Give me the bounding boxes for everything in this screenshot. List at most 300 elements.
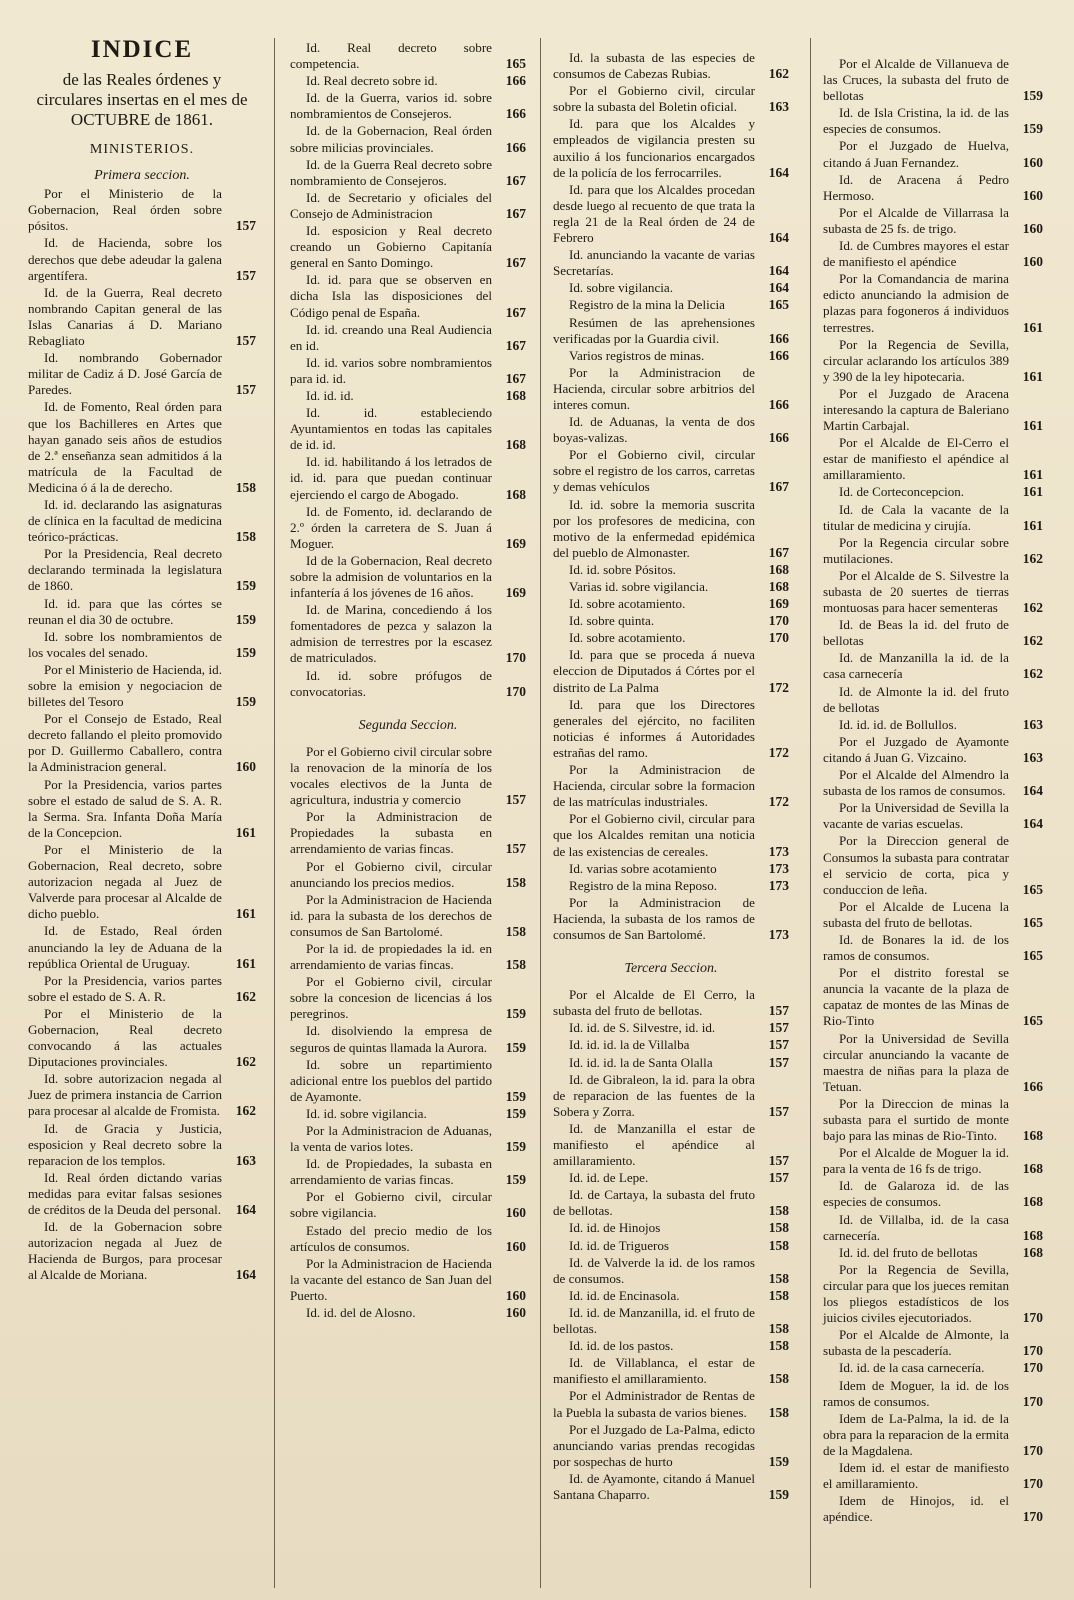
page-number: 158 bbox=[768, 1404, 789, 1420]
index-entry bbox=[28, 923, 256, 971]
entry-text: Id. id. habilitando á los letrados de id. id. para que puedan continuar ejerciendo el cargo de Abogado. bbox=[290, 454, 492, 502]
index-entry bbox=[290, 941, 526, 973]
page-number: 162 bbox=[235, 988, 256, 1004]
entry-text: Por la Administracion de Hacienda, la subasta de los ramos de consumos de San Bartolomé. bbox=[553, 894, 755, 942]
entry-text: Id. de Almonte la id. del fruto de bellotas bbox=[823, 683, 1009, 715]
entry-text: Id. para que se proceda á nueva eleccion de Diputados á Córtes por el distrito de La Palma bbox=[553, 647, 755, 695]
entry-text: Id. Real decreto sobre competencia. bbox=[290, 40, 492, 72]
index-entry bbox=[823, 684, 1043, 716]
index-entry bbox=[553, 562, 789, 578]
entry-text: Id. sobre acotamiento. bbox=[569, 630, 686, 646]
page-number: 157 bbox=[235, 267, 256, 283]
entry-text: Id. id. sobre vigilancia. bbox=[306, 1105, 427, 1121]
page-number: 170 bbox=[1022, 1509, 1043, 1525]
column-1 bbox=[28, 36, 256, 1592]
index-entry bbox=[290, 1123, 526, 1155]
index-entry bbox=[290, 1256, 526, 1304]
index-entry bbox=[823, 502, 1043, 534]
entry-text: Id. de Corteconcepcion. bbox=[839, 484, 965, 500]
index-entry bbox=[823, 56, 1043, 104]
page-number: 166 bbox=[768, 347, 789, 363]
page-number: 167 bbox=[505, 337, 526, 353]
page-number: 165 bbox=[1022, 948, 1043, 964]
index-entry bbox=[823, 435, 1043, 483]
entry-text: Por el Alcalde de Lucena la subasta del fruto de bellotas. bbox=[823, 898, 1009, 930]
index-entry bbox=[823, 899, 1043, 931]
index-entry bbox=[290, 223, 526, 271]
index-entry bbox=[28, 842, 256, 922]
page-number: 165 bbox=[768, 297, 789, 313]
entry-text: Id. de Gibraleon, la id. para la obra de reparacion de las fuentes de la Sobera y Zorra. bbox=[553, 1071, 755, 1119]
entry-text: Id. id. de Trigueros bbox=[569, 1237, 670, 1253]
section-title: Tercera Seccion. bbox=[624, 961, 718, 977]
entry-text: Por el Alcalde de Villanueva de las Cruces, la subasta del fruto de bellotas bbox=[823, 56, 1009, 104]
entry-text: Por el Consejo de Estado, Real decreto fallando el pleito promovido por D. Guillermo Caballero, contra la Administracion general. bbox=[28, 711, 222, 775]
page-number: 161 bbox=[235, 824, 256, 840]
entry-text: Por la Administracion de Aduanas, la venta de varios lotes. bbox=[290, 1123, 492, 1155]
entry-list bbox=[823, 56, 1043, 1525]
page-number: 158 bbox=[505, 957, 526, 973]
page-number: 162 bbox=[1022, 550, 1043, 566]
entry-text: Id. sobre vigilancia. bbox=[569, 280, 673, 296]
entry-text: Id. id. sobre Pósitos. bbox=[569, 561, 676, 577]
entry-text: Id. de Estado, Real órden anunciando la ley de Aduana de la república Oriental de Uruguay. bbox=[28, 923, 222, 971]
page-number: 166 bbox=[505, 106, 526, 122]
page-number: 163 bbox=[768, 99, 789, 115]
page-number: 173 bbox=[768, 843, 789, 859]
index-entry bbox=[823, 800, 1043, 832]
page-title: INDICE bbox=[90, 36, 194, 63]
index-entry bbox=[553, 1037, 789, 1053]
index-entry bbox=[823, 965, 1043, 1029]
index-entry bbox=[28, 1219, 256, 1283]
index-entry bbox=[553, 613, 789, 629]
page-number: 157 bbox=[505, 792, 526, 808]
page-number: 164 bbox=[1022, 783, 1043, 799]
page-number: 173 bbox=[768, 926, 789, 942]
index-entry bbox=[290, 272, 526, 320]
page-number: 164 bbox=[768, 230, 789, 246]
index-entry bbox=[553, 297, 789, 313]
entry-text: Id. anunciando la vacante de varias Secretarías. bbox=[553, 247, 755, 279]
page-number: 157 bbox=[768, 1020, 789, 1036]
page-number: 164 bbox=[768, 263, 789, 279]
index-entry bbox=[823, 568, 1043, 616]
index-entry bbox=[290, 355, 526, 387]
entry-text: Por la Universidad de Sevilla circular anunciando la vacante de maestra de niñas para la plaza de Tetuan. bbox=[823, 1030, 1009, 1094]
page-number: 168 bbox=[768, 579, 789, 594]
entry-text: Por el Juzgado de La-Palma, edicto anunciando varias prendas recogidas por sospechas de hurto bbox=[553, 1421, 755, 1469]
index-entry bbox=[28, 1071, 256, 1119]
entry-text: Por la Presidencia, varios partes sobre el estado de S. A. R. bbox=[28, 972, 222, 1004]
page-number: 170 bbox=[768, 630, 789, 646]
page-number: 168 bbox=[1022, 1161, 1043, 1177]
index-entry bbox=[553, 1072, 789, 1120]
entry-text: Id. id. de S. Silvestre, id. id. bbox=[569, 1020, 716, 1036]
entry-text: Id. de Secretario y oficiales del Consejo de Administracion bbox=[290, 189, 492, 221]
index-entry bbox=[553, 762, 789, 810]
section-heading-ministerios: MINISTERIOS. bbox=[89, 142, 195, 157]
index-entry bbox=[823, 1262, 1043, 1326]
entry-text: Por la Comandancia de marina edicto anunciando la admision de plazas para fogoneros á individuos terrestres. bbox=[823, 271, 1009, 335]
index-entry bbox=[823, 1378, 1043, 1410]
page-number: 167 bbox=[768, 479, 789, 495]
index-entry bbox=[553, 315, 789, 347]
page-number: 157 bbox=[768, 1037, 789, 1053]
entry-text: Id. de Aracena á Pedro Hermoso. bbox=[823, 171, 1009, 203]
entry-text: Id. sobre los nombramientos de los vocales del senado. bbox=[28, 628, 222, 660]
index-entry bbox=[28, 777, 256, 841]
entry-text: Idem de Hinojos, id. el apéndice. bbox=[823, 1493, 1009, 1525]
index-entry bbox=[553, 811, 789, 859]
index-entry bbox=[553, 861, 789, 877]
page-number: 158 bbox=[235, 479, 256, 495]
page-number: 163 bbox=[1022, 749, 1043, 765]
page-number: 160 bbox=[1022, 254, 1043, 270]
index-entry bbox=[553, 1288, 789, 1304]
page-number: 157 bbox=[768, 1003, 789, 1019]
entry-text: Por el Ministerio de la Gobernacion, Real órden sobre pósitos. bbox=[28, 186, 222, 234]
page-number: 170 bbox=[1022, 1393, 1043, 1409]
page-number: 166 bbox=[505, 73, 526, 89]
index-entry bbox=[28, 350, 256, 398]
page-number: 160 bbox=[505, 1305, 526, 1321]
index-entry bbox=[553, 1471, 789, 1503]
page-number: 165 bbox=[1022, 1013, 1043, 1029]
entry-text: Idem de Moguer, la id. de los ramos de consumos. bbox=[823, 1377, 1009, 1409]
index-entry bbox=[290, 1156, 526, 1188]
page-number: 164 bbox=[768, 164, 789, 180]
index-entry bbox=[290, 405, 526, 453]
entry-text: Por el Gobierno civil, circular sobre vigilancia. bbox=[290, 1189, 492, 1221]
page-number: 159 bbox=[505, 1139, 526, 1155]
index-entry bbox=[823, 734, 1043, 766]
entry-text: Id. para que los Directores generales del ejército, no faciliten noticias é informes á Autoridades estrañas del ramo. bbox=[553, 696, 755, 760]
page-number: 166 bbox=[505, 139, 526, 155]
page-number: 159 bbox=[505, 1006, 526, 1022]
index-entry bbox=[553, 182, 789, 246]
entry-text: Id. de Valverde la id. de los ramos de consumos. bbox=[553, 1254, 755, 1286]
entry-text: Id. id. creando una Real Audiencia en id. bbox=[290, 321, 492, 353]
index-entry bbox=[290, 809, 526, 857]
index-entry bbox=[553, 1020, 789, 1036]
index-entry bbox=[553, 365, 789, 413]
entry-text: Id. de Hacienda, sobre los derechos que debe adeudar la galena argentífera. bbox=[28, 235, 222, 283]
entry-text: Id. de Cartaya, la subasta del fruto de bellotas. bbox=[553, 1187, 755, 1219]
entry-text: Id. de Propiedades, la subasta en arrendamiento de varias fincas. bbox=[290, 1156, 492, 1188]
page-number: 159 bbox=[1022, 88, 1043, 104]
entry-text: Id. de Gracia y Justicia, esposicion y Real decreto sobre la reparacion de los templos. bbox=[28, 1120, 222, 1168]
index-entry bbox=[553, 414, 789, 446]
index-entry bbox=[823, 717, 1043, 733]
entry-text: Estado del precio medio de los artículos de consumos. bbox=[290, 1222, 492, 1254]
column-rule bbox=[274, 38, 275, 1588]
index-entry bbox=[290, 602, 526, 666]
index-entry bbox=[823, 105, 1043, 137]
entry-text: Id. de Villablanca, el estar de manifiesto el amillaramiento. bbox=[553, 1355, 755, 1387]
index-entry bbox=[553, 280, 789, 296]
page-number: 170 bbox=[1022, 1310, 1043, 1326]
page-number: 162 bbox=[1022, 600, 1043, 616]
index-entry bbox=[823, 1145, 1043, 1177]
column-3 bbox=[553, 50, 789, 1592]
page-number: 166 bbox=[768, 330, 789, 346]
entry-text: Id. sobre quinta. bbox=[569, 613, 655, 629]
entry-text: Id. de la Guerra, varios id. sobre nombramientos de Consejeros. bbox=[290, 90, 492, 122]
index-entry bbox=[290, 190, 526, 222]
entry-text: Id. id. de Hinojos bbox=[569, 1220, 661, 1236]
page-number: 172 bbox=[768, 794, 789, 810]
index-entry bbox=[290, 388, 526, 404]
index-entry bbox=[823, 172, 1043, 204]
entry-text: Id. disolviendo la empresa de seguros de quintas llamada la Aurora. bbox=[290, 1023, 492, 1055]
entry-text: Por el Ministerio de la Gobernacion, Real decreto, sobre autorizacion negada al Juez de Valverde para procesar al Alcalde de dicho pueblo. bbox=[28, 841, 222, 922]
entry-text: Por el Gobierno civil, circular para que los Alcaldes remitan una noticia de las existencias de cereales. bbox=[553, 811, 755, 859]
page-number: 164 bbox=[235, 1202, 256, 1217]
page-number: 168 bbox=[505, 486, 526, 502]
entry-text: Id. id. de la casa carnecería. bbox=[839, 1360, 985, 1376]
index-entry bbox=[823, 1411, 1043, 1459]
index-entry bbox=[28, 186, 256, 234]
index-entry bbox=[823, 535, 1043, 567]
entry-text: Por el Juzgado de Aracena interesando la captura de Baleriano Martin Carbajal. bbox=[823, 385, 1009, 434]
page-number: 161 bbox=[1022, 484, 1043, 500]
entry-text: Por el Juzgado de Ayamonte citando á Juan G. Vizcaino. bbox=[823, 733, 1009, 765]
index-entry bbox=[823, 138, 1043, 170]
entry-text: Por la Direccion de minas la subasta para el surtido de monte bajo para las minas de Rio-Tinto. bbox=[823, 1095, 1009, 1144]
page-number: 167 bbox=[505, 304, 526, 320]
index-entry bbox=[823, 1178, 1043, 1210]
index-entry bbox=[823, 1360, 1043, 1376]
index-entry bbox=[823, 833, 1043, 897]
entry-text: Id. id. de Encinasola. bbox=[569, 1287, 680, 1303]
entry-text: Id. de Fomento, id. declarando de 2.º órden la carretera de S. Juan á Moguer. bbox=[290, 503, 492, 551]
page-number: 170 bbox=[1022, 1476, 1043, 1492]
page-number: 159 bbox=[768, 1453, 789, 1469]
index-entry bbox=[553, 50, 789, 82]
index-entry bbox=[553, 447, 789, 495]
page-number: 163 bbox=[1022, 716, 1043, 732]
page-number: 157 bbox=[505, 841, 526, 857]
section-title: Segunda Seccion. bbox=[358, 717, 458, 733]
index-entry bbox=[553, 1305, 789, 1337]
page-number: 160 bbox=[505, 1238, 526, 1254]
page-number: 165 bbox=[1022, 914, 1043, 930]
index-entry bbox=[823, 1212, 1043, 1244]
page-number: 157 bbox=[768, 1170, 789, 1186]
page-number: 159 bbox=[235, 644, 256, 660]
entry-text: Id. id. para que se observen en dicha Isla las disposiciones del Código penal de España. bbox=[290, 272, 492, 320]
index-entry bbox=[28, 497, 256, 545]
entry-text: Por el Alcalde de Almonte, la subasta de la pescadería. bbox=[823, 1327, 1009, 1359]
page-number: 167 bbox=[768, 544, 789, 560]
entry-text: Id. id. del fruto de bellotas bbox=[839, 1244, 978, 1260]
entry-text: Por el distrito forestal se anuncia la vacante de la plaza de capataz de montes de las Minas de Rio-Tinto bbox=[823, 965, 1009, 1029]
index-entry bbox=[823, 386, 1043, 434]
entry-text: Id. de Aduanas, la venta de dos boyas-valizas. bbox=[553, 414, 755, 446]
entry-text: Registro de la mina la Delicia bbox=[569, 297, 725, 313]
page-number: 167 bbox=[505, 205, 526, 221]
index-entry bbox=[823, 1096, 1043, 1144]
index-entry bbox=[28, 629, 256, 661]
page-number: 158 bbox=[235, 529, 256, 545]
index-entry bbox=[823, 650, 1043, 682]
page-number: 158 bbox=[768, 1237, 789, 1253]
index-entry bbox=[823, 205, 1043, 237]
index-entry bbox=[290, 859, 526, 891]
page-number: 164 bbox=[768, 280, 789, 296]
entry-text: Id. para que los Alcaldes y empleados de vigilancia presten su auxilio á los funcionarios encargados de la policía de los ferrocarriles. bbox=[553, 116, 755, 180]
index-entry bbox=[823, 238, 1043, 270]
page-number: 157 bbox=[768, 1153, 789, 1169]
page-number: 157 bbox=[235, 382, 256, 398]
entry-text: Por la id. de propiedades la id. en arrendamiento de varias fincas. bbox=[290, 940, 492, 973]
entry-text: Por la Regencia de Sevilla, circular para que los jueces remitan los pliegos estadísticos de los juicios civiles ejecutoriados. bbox=[823, 1261, 1009, 1326]
entry-text: Id. de Villalba, id. de la casa carnecería. bbox=[823, 1211, 1009, 1243]
index-entry bbox=[290, 1305, 526, 1321]
index-entry bbox=[290, 157, 526, 189]
entry-text: Idem de La-Palma, la id. de la obra para la reparacion de la ermita de la Magdalena. bbox=[823, 1410, 1009, 1458]
page-number: 170 bbox=[505, 683, 526, 699]
entry-text: Id. varias sobre acotamiento bbox=[569, 860, 717, 876]
entry-text: Id. id. declarando las asignaturas de clínica en la facultad de medicina teórico-prácticas. bbox=[28, 496, 222, 545]
index-entry bbox=[290, 892, 526, 940]
page-number: 166 bbox=[768, 430, 789, 446]
page-number: 161 bbox=[235, 955, 256, 971]
page-number: 164 bbox=[1022, 816, 1043, 832]
index-entry bbox=[553, 895, 789, 943]
page-number: 164 bbox=[235, 1267, 256, 1283]
index-entry bbox=[290, 123, 526, 155]
page-number: 158 bbox=[768, 1270, 789, 1286]
index-entry bbox=[553, 83, 789, 115]
entry-text: Por la Administracion de Hacienda la vacante del estanco de San Juan del Puerto. bbox=[290, 1255, 492, 1303]
page-number: 173 bbox=[768, 860, 789, 876]
column-2 bbox=[290, 40, 526, 1592]
entry-text: Resúmen de las aprehensiones verificadas por la Guardia civil. bbox=[553, 314, 755, 346]
page-number: 162 bbox=[235, 1054, 256, 1070]
entry-text: Id. Real órden dictando varias medidas para evitar falsas sesiones de créditos de la Deuda del personal. bbox=[28, 1169, 222, 1217]
entry-text: Por el Alcalde de Moguer la id. para la venta de 16 fs de trigo. bbox=[823, 1145, 1009, 1177]
page-number: 168 bbox=[1022, 1194, 1043, 1210]
entry-text: Por el Gobierno civil, circular sobre el registro de los carros, carretas y demas vehículos bbox=[553, 447, 755, 495]
entry-text: Id. sobre un repartimiento adicional entre los pueblos del partido de Ayamonte. bbox=[290, 1056, 492, 1104]
index-entry bbox=[290, 454, 526, 502]
page-number: 161 bbox=[1022, 467, 1043, 483]
page-number: 162 bbox=[235, 1103, 256, 1119]
page-number: 162 bbox=[1022, 633, 1043, 649]
index-entry bbox=[823, 484, 1043, 500]
page-number: 167 bbox=[505, 255, 526, 271]
entry-text: Por el Gobierno civil, circular sobre la subasta del Boletin oficial. bbox=[553, 83, 755, 115]
index-entry bbox=[28, 711, 256, 775]
entry-text: Idem id. el estar de manifiesto el amillaramiento. bbox=[823, 1459, 1009, 1492]
index-entry bbox=[553, 1187, 789, 1219]
entry-list bbox=[553, 50, 789, 1503]
page-number: 161 bbox=[1022, 418, 1043, 434]
entry-text: Por el Ministerio de Hacienda, id. sobre la emision y negociacion de billetes del Tesoro bbox=[28, 661, 222, 710]
entry-text: Id. de Marina, concediendo á los fomentadores de pezca y salazon la admision de terrestres por la escasez de matriculados. bbox=[290, 602, 492, 666]
page-number: 163 bbox=[235, 1152, 256, 1168]
entry-text: Varios registros de minas. bbox=[569, 347, 705, 363]
page-number: 159 bbox=[235, 694, 256, 710]
entry-text: Id. id. de los pastos. bbox=[569, 1338, 674, 1354]
section-title: Primera seccion. bbox=[94, 168, 190, 184]
entry-text: Id. nombrando Gobernador militar de Cadiz á D. José García de Paredes. bbox=[28, 350, 222, 398]
entry-text: Id. de la Gobernacion, Real órden sobre milicias provinciales. bbox=[290, 123, 492, 155]
index-entry bbox=[553, 1170, 789, 1186]
index-entry bbox=[823, 1460, 1043, 1492]
page-number: 161 bbox=[235, 906, 256, 922]
page-number: 160 bbox=[505, 1205, 526, 1221]
index-entry bbox=[553, 1121, 789, 1169]
entry-text: Id. de Fomento, Real órden para que los Bachilleres en Artes que hayan ganado seis años de estudios de 2.ª enseñanza sean admitidos á la matrícula de la Facultad de Medicina ó á la de derecho. bbox=[28, 399, 222, 495]
page-number: 168 bbox=[505, 387, 526, 403]
entry-text: Por el Alcalde de El-Cerro el estar de manifiesto el apéndice al amillaramiento. bbox=[823, 435, 1009, 483]
page-number: 158 bbox=[505, 874, 526, 890]
entry-text: Por la Administracion de Hacienda, circular sobre arbitrios del interes comun. bbox=[553, 364, 755, 412]
entry-text: Id. de Bonares la id. de los ramos de consumos. bbox=[823, 931, 1009, 964]
entry-text: Por el Alcalde de El Cerro, la subasta del fruto de bellotas. bbox=[553, 987, 755, 1019]
entry-text: Id. esposicion y Real decreto creando un Gobierno Capitanía general en Santo Domingo. bbox=[290, 223, 492, 271]
entry-text: Id. id. id. la de Villalba bbox=[569, 1037, 690, 1053]
page-number: 172 bbox=[768, 744, 789, 760]
page-number: 158 bbox=[768, 1220, 789, 1236]
entry-text: Por la Presidencia, varios partes sobre el estado de salud de S. A. R. la Serma. Sra. Infanta Doña María de la Concepcion. bbox=[28, 776, 222, 840]
column-4 bbox=[823, 56, 1043, 1592]
entry-text: Por la Regencia circular sobre mutilaciones. bbox=[823, 534, 1009, 566]
page-number: 158 bbox=[768, 1287, 789, 1303]
page-number: 167 bbox=[505, 172, 526, 188]
index-entry bbox=[553, 1355, 789, 1387]
entry-text: Id. id. sobre prófugos de convocatorias. bbox=[290, 667, 492, 699]
entry-text: Varias id. sobre vigilancia. bbox=[569, 579, 709, 594]
entry-list bbox=[290, 40, 526, 1321]
index-entry bbox=[553, 647, 789, 695]
index-entry bbox=[823, 1245, 1043, 1261]
index-entry bbox=[553, 630, 789, 646]
page-number: 165 bbox=[1022, 881, 1043, 897]
page-number: 170 bbox=[1022, 1343, 1043, 1359]
page-number: 159 bbox=[235, 611, 256, 627]
index-entry bbox=[290, 744, 526, 808]
index-entry bbox=[28, 1006, 256, 1070]
entry-text: Id. sobre acotamiento. bbox=[569, 596, 686, 612]
entry-text: Id. Real decreto sobre id. bbox=[306, 73, 438, 89]
index-entry bbox=[553, 247, 789, 279]
entry-text: Por la Administracion de Hacienda, circular sobre la formacion de las matrículas industriales. bbox=[553, 762, 755, 810]
index-entry bbox=[28, 662, 256, 710]
entry-text: Por el Gobierno civil, circular sobre la concesion de licencias á los peregrinos. bbox=[290, 974, 492, 1022]
page-number: 157 bbox=[768, 1103, 789, 1119]
index-entry bbox=[553, 596, 789, 612]
index-entry bbox=[28, 235, 256, 283]
page-number: 170 bbox=[1022, 1360, 1043, 1376]
page-number: 162 bbox=[1022, 666, 1043, 682]
index-entry bbox=[553, 116, 789, 180]
page-number: 168 bbox=[1022, 1244, 1043, 1260]
index-entry bbox=[290, 504, 526, 552]
page-number: 161 bbox=[1022, 319, 1043, 335]
page-number: 159 bbox=[768, 1486, 789, 1502]
entry-text: Por el Juzgado de Huelva, citando á Juan Fernandez. bbox=[823, 138, 1009, 170]
entry-text: Id. id. sobre la memoria suscrita por los profesores de medicina, con motivo de la enfermedad epidémica del pueblo de Almonaster. bbox=[553, 496, 755, 560]
column-rule bbox=[810, 38, 811, 1588]
index-entry bbox=[290, 1057, 526, 1105]
page-number: 166 bbox=[1022, 1078, 1043, 1094]
page-number: 158 bbox=[768, 1338, 789, 1354]
page-number: 160 bbox=[1022, 187, 1043, 203]
